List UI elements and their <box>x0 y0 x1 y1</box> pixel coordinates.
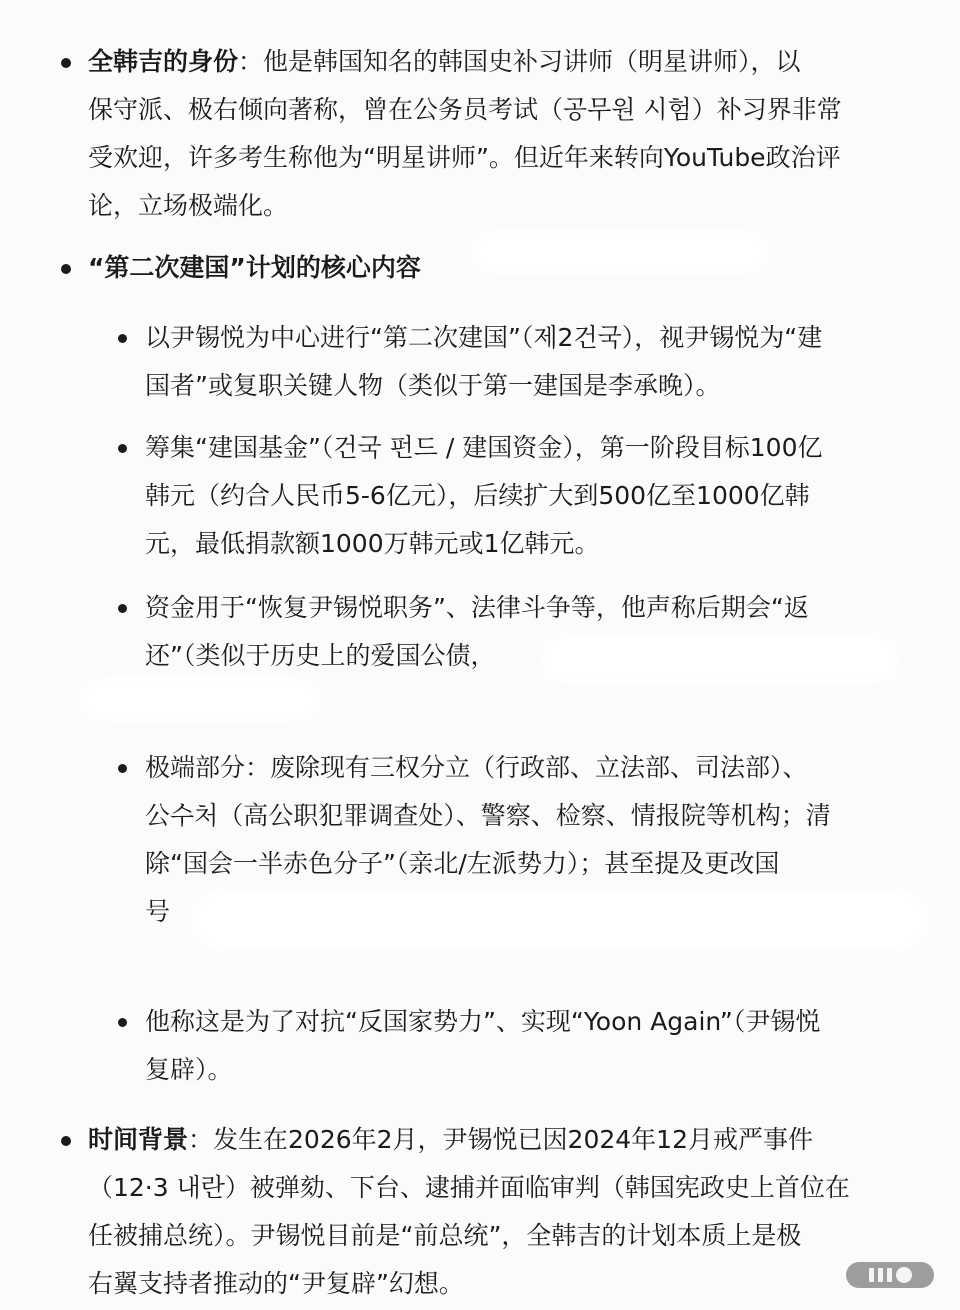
sub-item-fund <box>145 424 930 568</box>
item-text: 以尹锡悦为中心进行“第二次建国”（제2건국），视尹锡悦为“建 <box>145 323 823 352</box>
item-text: 号 <box>145 897 171 926</box>
bullet-item-time-background <box>88 1116 933 1308</box>
bullet-dot <box>118 334 127 343</box>
redaction-smudge <box>540 634 900 684</box>
sub-item-yoon-again <box>145 998 930 1094</box>
item-text: 他称这是为了对抗“反国家势力”、实现“Yoon Again”（尹锡悦 <box>145 1007 821 1036</box>
bullet-dot <box>61 264 71 274</box>
redaction-smudge <box>80 676 320 722</box>
sub-item-second-founding <box>145 314 930 410</box>
item-label: 时间背景 <box>88 1125 189 1154</box>
item-text: 任被捕总统）。尹锡悦目前是“前总统”，全韩吉的计划本质上是极 <box>88 1221 802 1250</box>
bullet-dot <box>118 604 127 613</box>
item-label: 全韩吉的身份 <box>88 47 239 76</box>
redaction-smudge <box>470 230 770 274</box>
item-label: “第二次建国”计划的核心内容 <box>88 253 421 282</box>
item-text: 极端部分：废除现有三权分立（行政部、立法部、司法部）、 <box>145 753 808 782</box>
item-text: 资金用于“恢复尹锡悦职务”、法律斗争等，他声称后期会“返 <box>145 593 809 622</box>
bullet-dot <box>61 58 71 68</box>
item-text: 筹集“建国基金”（건국 펀드 / 建国资金），第一阶段目标100亿 <box>145 433 823 462</box>
item-text: 元，最低捐款额1000万韩元或1亿韩元。 <box>145 529 600 558</box>
item-text: 公수처（高公职犯罪调查处）、警察、检察、情报院等机构；清 <box>145 801 831 830</box>
item-text: 除“国会一半赤色分子”（亲北/左派势力）；甚至提及更改国 <box>145 849 780 878</box>
redaction-smudge <box>190 890 930 950</box>
item-text: ：发生在2026年2月，尹锡悦已因2024年12月戒严事件 <box>188 1125 813 1154</box>
item-text: ：他是韩国知名的韩国史补习讲师（明星讲师），以 <box>238 47 801 76</box>
item-text: 右翼支持者推动的“尹复辟”幻想。 <box>88 1269 464 1298</box>
bullet-dot <box>61 1136 71 1146</box>
item-text: 还”（类似于历史上的爱国公债， <box>145 641 496 670</box>
bullet-dot <box>118 764 127 773</box>
item-text: 保守派、极右倾向著称，曾在公务员考试（공무원 시험）补习界非常 <box>88 95 842 124</box>
bullet-item-identity <box>88 38 933 230</box>
item-text: 受欢迎，许多考生称他为“明星讲师”。但近年来转向YouTube政治评 <box>88 143 841 172</box>
bullet-dot <box>118 1018 127 1027</box>
item-text: 韩元（约合人民币5-6亿元），后续扩大到500亿至1000亿韩 <box>145 481 810 510</box>
watermark-logo-icon <box>846 1262 934 1288</box>
item-text: 论，立场极端化。 <box>88 191 289 220</box>
bullet-dot <box>118 444 127 453</box>
item-text: 国者”或复职关键人物（类似于第一建国是李承晚）。 <box>145 371 721 400</box>
item-text: （12·3 내란）被弹劾、下台、逮捕并面临审判（韩国宪政史上首位在 <box>88 1173 850 1202</box>
item-text: 复辟）。 <box>145 1055 233 1084</box>
